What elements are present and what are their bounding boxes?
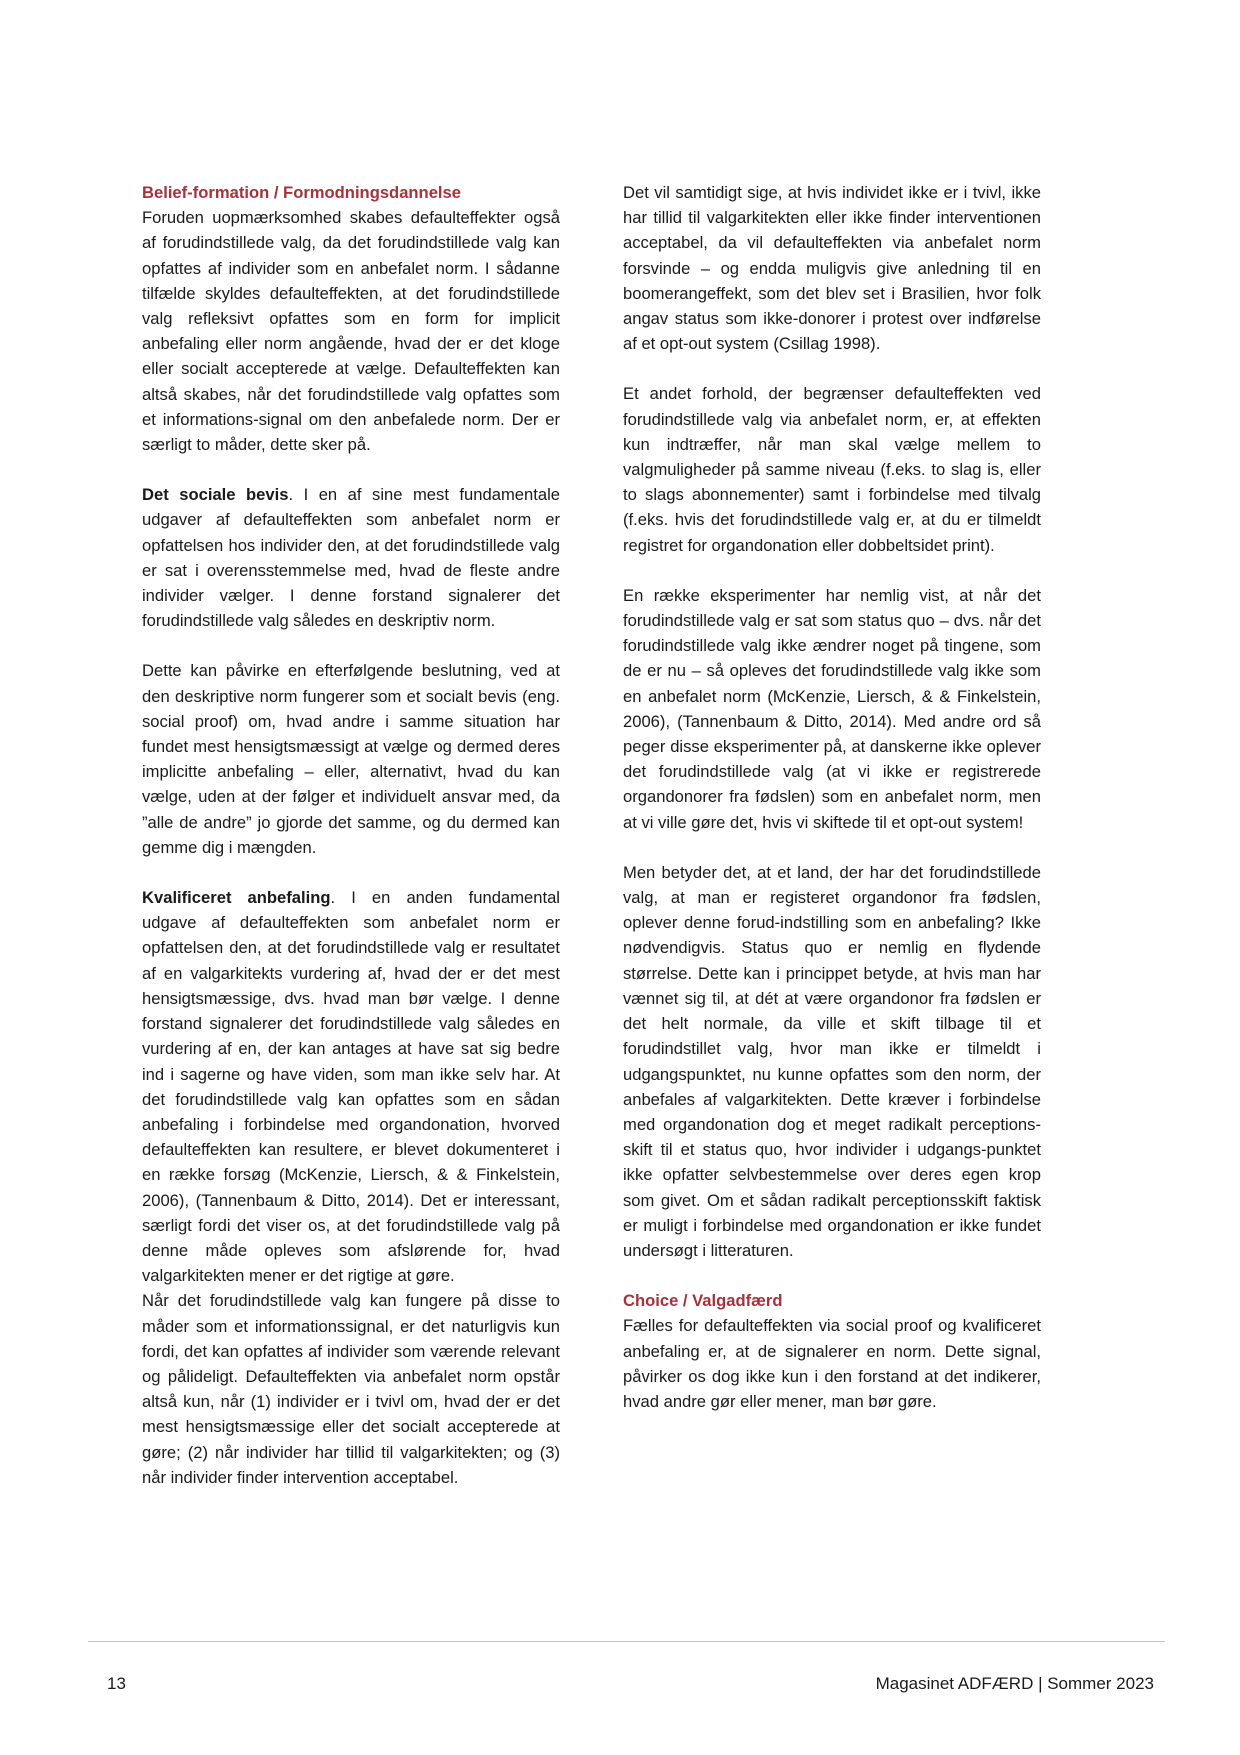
paragraph-experiments: En række eksperimenter har nemlig vist, at når det forudindstillede valg er sat som status quo – dvs. når det forudindstillede valg ikke ændrer noget på tingene, som de er nu – så opleves det forudindstillede valg ikke som en anbefalet norm (McKenzie, Liersch, & & Finkelstein, 2006), (Tannenbaum & Ditto, 2014). Med andre ord så peger disse eksperimenter på, at danskerne ikke oplever det forudindstillede valg (at vi ikke er registrerede organdonorer fra fødslen) som en anbefalet norm, men at vi ville gøre det, hvis vi skiftede til et opt-out system! [623,585,1041,832]
paragraph-belief-intro: Foruden uopmærksomhed skabes defaulteffekter også af forudindstillede valg, da det forudindstillede valg kan opfattes af individer som en anbefalet norm. I sådanne tilfælde skyldes defaulteffekten, at det forudindstillede valg refleksivt opfattes som en form for implicit anbefaling eller norm angående, hvad der er det kloge eller socialt accepterede at vælge. Defaulteffekten kan altså skabes, når det forudindstillede valg opfattes som et informations-signal om den anbefalede norm. Der er særligt to måder, dette sker på. [142,208,560,455]
section-heading-belief-formation: Belief-formation / Formodningsdannelse [142,183,461,202]
paragraph-descriptive-norm: Dette kan påvirke en efterfølgende beslutning, ved at den deskriptive norm fungerer som et socialt bevis (eng. social proof) om, hvad andre i samme situation har fundet mest hensigtsmæssigt at vælge og dermed deres implicitte anbefaling – eller, alternativt, hvad du kan vælge, uden at der følger et individuelt ansvar med, da ”alle de andre” jo gjorde det samme, og du dermed kan gemme dig i mængden. [142,661,560,857]
footer-divider [88,1641,1165,1642]
paragraph-qualified-recommendation-text: . I en anden fundamental udgave af defaulteffekten som anbefalet norm er opfattelsen den, at det forudindstillede valg er resultatet af en valgarkitekts vurdering af, hvad der er det mest hensigtsmæssige, dvs. hvad man bør vælge. I denne forstand signalerer det forudindstillede valg således en vurdering af en, der kan antages at have sat sig bedre ind i sagerne og have viden, som man ikke selv har. At det forudindstillede valg kan opfattes som en sådan anbefaling i forbindelse med organdonation, hvorved defaulteffekten kan resultere, er blevet dokumenteret i en række forsøg (McKenzie, Liersch, & & Finkelstein, 2006), (Tannenbaum & Ditto, 2014). Det er interessant, særligt fordi det viser os, at det forudindstillede valg på denne måde opleves som afslørende for, hvad valgarkitekten mener er det rigtige at gøre. [142,888,560,1286]
paragraph-status-quo: Men betyder det, at et land, der har det forudindstillede valg, at man er registeret organdonor fra fødslen, oplever denne forud-indstilling som en anbefaling? Ikke nødvendigvis. Status quo er nemlig en flydende størrelse. Dette kan i princippet betyde, at hvis man har vænnet sig til, at dét at være organdonor fra fødslen er det helt normale, da ville et skift tilbage til et forudindstillet valg, hvor man ikke er tilmeldt i udgangspunktet, nu kunne opfattes som den norm, der anbefales af valgarkitekten. Dette kræver i forbindelse med organdonation dog et meget radikalt perceptions-skift til et status quo, hvor individer i udgangs-punktet ikke opfatter selvbestemmelse over deres egen krop som givet. Om et sådan radikalt perceptionsskift faktisk er muligt i forbindelse med organdonation er ikke fundet undersøgt i litteraturen. [623,862,1041,1260]
run-in-heading-social-proof: Det sociale bevis [142,485,289,505]
paragraph-social-proof-text: . I en af sine mest fundamentale udgaver af defaulteffekten som anbefalet norm er opfattelsen hos individer den, at det forudindstillede valg er sat i overensstemmelse med, hvad de fleste andre individer vælger. I denne forstand signalerer det forudindstillede valg således en deskriptiv norm. [142,485,560,631]
paragraph-qualified-recommendation [142,885,560,1288]
publication-credit: Magasinet ADFÆRD | Sommer 2023 [875,1674,1154,1693]
run-in-heading-qualified-recommendation: Kvalificeret anbefaling [142,888,331,908]
paragraph-choice: Fælles for defaulteffekten via social proof og kvalificeret anbefaling er, at de signalerer en norm. Dette signal, påvirker os dog ikke kun i den forstand at det indikerer, hvad andre gør eller mener, man bør gøre. [623,1316,1041,1411]
section-heading-choice: Choice / Valgadfærd [623,1291,783,1311]
page-number: 13 [107,1674,126,1693]
paragraph-social-proof [142,482,560,633]
paragraph-information-signal: Når det forudindstillede valg kan fungere på disse to måder som et informationssignal, er det naturligvis kun fordi, det kan opfattes af individer som værende relevant og pålideligt. Defaulteffekten via anbefalet norm opstår altså kun, når (1) individer er i tvivl om, hvad der er det mest hensigtsmæssige eller det socialt accepterede at gøre; (2) når individer har tillid til valgarkitekten; og (3) når individer finder intervention acceptabel. [142,1291,560,1487]
paragraph-limiting-condition: Et andet forhold, der begrænser defaulteffekten ved forudindstillede valg via anbefalet norm, er, at effekten kun indtræffer, når man skal vælge mellem to valgmuligheder på samme niveau (f.eks. to slag is, eller to slags abonnementer) samt i forbindelse med tilvalg (f.eks. hvis det forudindstillede valg er, at du er tilmeldt registret for organdonation eller dobbeltsidet print). [623,384,1041,555]
right-column [623,180,1041,1414]
left-column [142,180,560,1490]
paragraph-no-doubt: Det vil samtidigt sige, at hvis individet ikke er i tvivl, ikke har tillid til valgarkitekten eller ikke finder interventionen acceptabel, da vil defaulteffekten via anbefalet norm forsvinde – og endda muligvis give anledning til en boomerangeffekt, som det blev set i Brasilien, hvor folk angav status som ikke-donorer i protest over indførelse af et opt-out system (Csillag 1998). [623,183,1041,354]
